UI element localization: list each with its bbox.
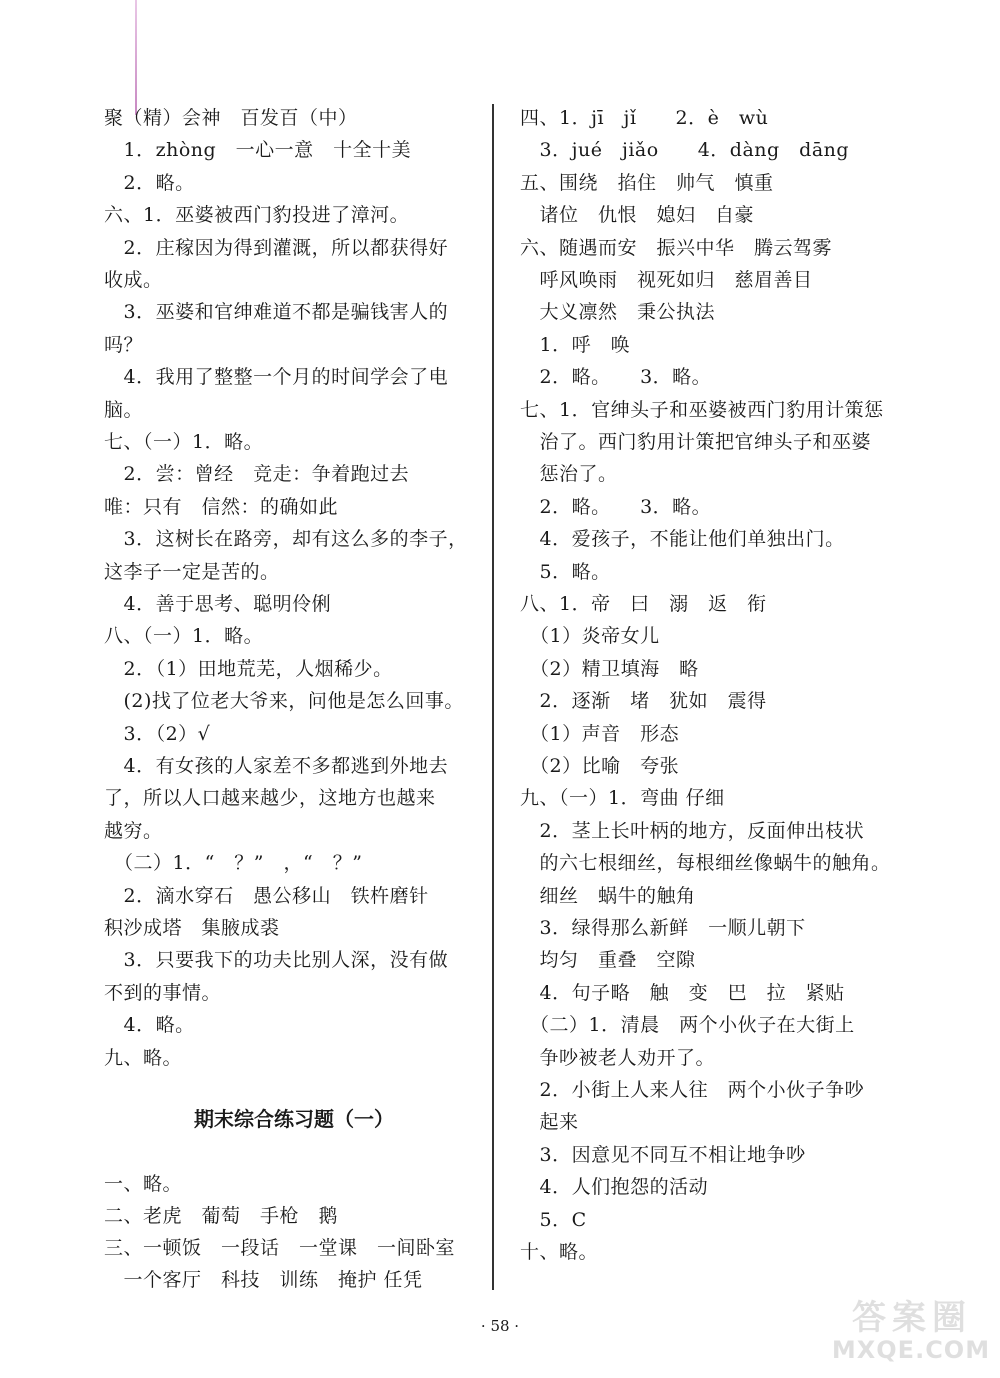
answer-line: 3．绿得那么新鲜 一顺儿朝下 [520,917,806,939]
answer-line: （1）声音 形态 [520,722,680,745]
answer-line: 八、（一）1．略。 [104,625,264,648]
watermark-title: 答案圈 [852,1298,972,1338]
answer-line: （1）炎帝女儿 [520,625,660,648]
answer-line: 唯：只有 信然：的确如此 [104,495,339,518]
answer-line: 六、1．巫婆被西门豹投进了漳河。 [104,204,410,227]
answer-line: 八、1．帝 曰 溺 返 衔 [520,593,767,615]
watermark-logo [826,1290,996,1374]
answer-line: 3．jué jiǎo 4．dàng dāng [520,139,850,162]
answer-line: 治了。西门豹用计策把官绅头子和巫婆 [520,431,872,453]
answer-line: 一、略。 [104,1173,183,1195]
answer-line: 起来 [520,1111,579,1134]
answer-line: 3．因意见不同互不相让地争吵 [520,1143,806,1166]
answer-line: 均匀 重叠 空隙 [520,949,696,972]
answer-line: 脑。 [104,398,144,421]
answer-line: 五、围绕 掐住 帅气 慎重 [520,171,774,194]
answer-line: （二）1．清晨 两个小伙子在大街上 [520,1014,855,1037]
answer-line: 4．句子略 触 变 巴 拉 紧贴 [520,981,845,1004]
answer-line: 4．爱孩子，不能让他们单独出门。 [520,528,845,551]
answer-line: 一个客厅 科技 训练 掩护 任凭 [104,1269,423,1291]
answer-line: (2)找了位老大爷来，问他是怎么回事。 [104,690,464,713]
answer-line: 3．巫婆和官绅难道不都是骗钱害人的 [104,301,449,324]
margin-mark [135,0,137,115]
answer-line: 2．逐渐 堵 犹如 震得 [520,690,767,713]
answer-line: 了，所以人口越来越少，这地方也越来 [104,787,436,810]
answer-line: 二、老虎 葡萄 手枪 鹅 [104,1205,339,1227]
answer-line: 七、1．官绅头子和巫婆被西门豹用计策惩 [520,398,884,421]
answer-line: 九、（一）1．弯曲 仔细 [520,787,725,810]
answer-line: 呼风唤雨 视死如归 慈眉善目 [520,269,813,291]
answer-line: 2．（1）田地荒芜，人烟稀少。 [104,657,393,680]
answer-line: 诸位 仇恨 媳妇 自豪 [520,204,755,227]
answer-line: 惩治了。 [520,463,618,486]
answer-line: 大义凛然 秉公执法 [520,301,716,324]
answer-line: 4．我用了整整一个月的时间学会了电 [104,366,449,389]
answer-line: 的六七根细丝，每根细丝像蜗牛的触角。 [520,852,891,875]
answer-line: 3．这树长在路旁，却有这么多的李子， [104,528,468,551]
answer-line: 3．只要我下的功夫比别人深，没有做 [104,949,449,972]
answer-line: 不到的事情。 [104,981,222,1004]
answer-line: 争吵被老人劝开了。 [520,1046,716,1069]
answer-line: 5．略。 [520,560,611,583]
answer-line: 聚（精）会神 百发百（中） [104,107,358,129]
answer-line: 积沙成塔 集腋成裘 [104,917,280,939]
answer-line: 4．略。 [104,1014,195,1037]
answer-line: 十、略。 [520,1241,599,1263]
column-divider [492,104,494,1290]
answer-line: 2．略。 [104,171,195,194]
answer-line: 七、（一）1．略。 [104,431,264,453]
answer-line: 4．有女孩的人家差不多都逃到外地去 [104,755,449,777]
answer-line: 1．呼 唤 [520,333,631,356]
answer-line: 四、1．jī jǐ 2．è wù [520,107,769,129]
answer-line: 这李子一定是苦的。 [104,560,280,583]
answer-line: 2．略。 3．略。 [520,495,712,518]
answer-line: 越穷。 [104,819,163,842]
answer-line: （2）精卫填海 略 [520,657,699,680]
answer-line: 4．善于思考、聪明伶俐 [104,593,332,615]
watermark-url: MXQE.COM [831,1336,991,1364]
answer-line: （2）比喻 夸张 [520,755,680,777]
answer-line: 细丝 蜗牛的触角 [520,884,696,907]
answer-line: （二）1．“ ？” ，“ ？” [104,852,363,875]
answer-line: 4．人们抱怨的活动 [520,1176,709,1199]
answer-line: 2．尝：曾经 竞走：争着跑过去 [104,463,410,486]
answer-line: 5．C [520,1208,587,1231]
section-title: 期末综合练习题（一） [194,1107,394,1131]
answer-line: 2．庄稼因为得到灌溉，所以都获得好 [104,236,449,259]
answer-line: 六、随遇而安 振兴中华 腾云驾雾 [520,236,833,259]
answer-line: 2．茎上长叶柄的地方，反面伸出枝状 [520,819,865,842]
answer-line: 2．略。 3．略。 [520,366,712,389]
answer-line: 三、一顿饭 一段话 一堂课 一间卧室 [104,1237,456,1259]
answer-line: 吗？ [104,333,144,356]
answer-line: 1．zhòng 一心一意 十全十美 [104,139,412,162]
answer-line: 2．小街上人来人往 两个小伙子争吵 [520,1079,865,1101]
page-number: · 58 · [480,1317,520,1335]
answer-line: 3．（2）√ [104,722,211,745]
answer-line: 九、略。 [104,1046,183,1069]
answer-line: 2．滴水穿石 愚公移山 铁杵磨针 [104,884,429,907]
answer-line: 收成。 [104,269,163,291]
